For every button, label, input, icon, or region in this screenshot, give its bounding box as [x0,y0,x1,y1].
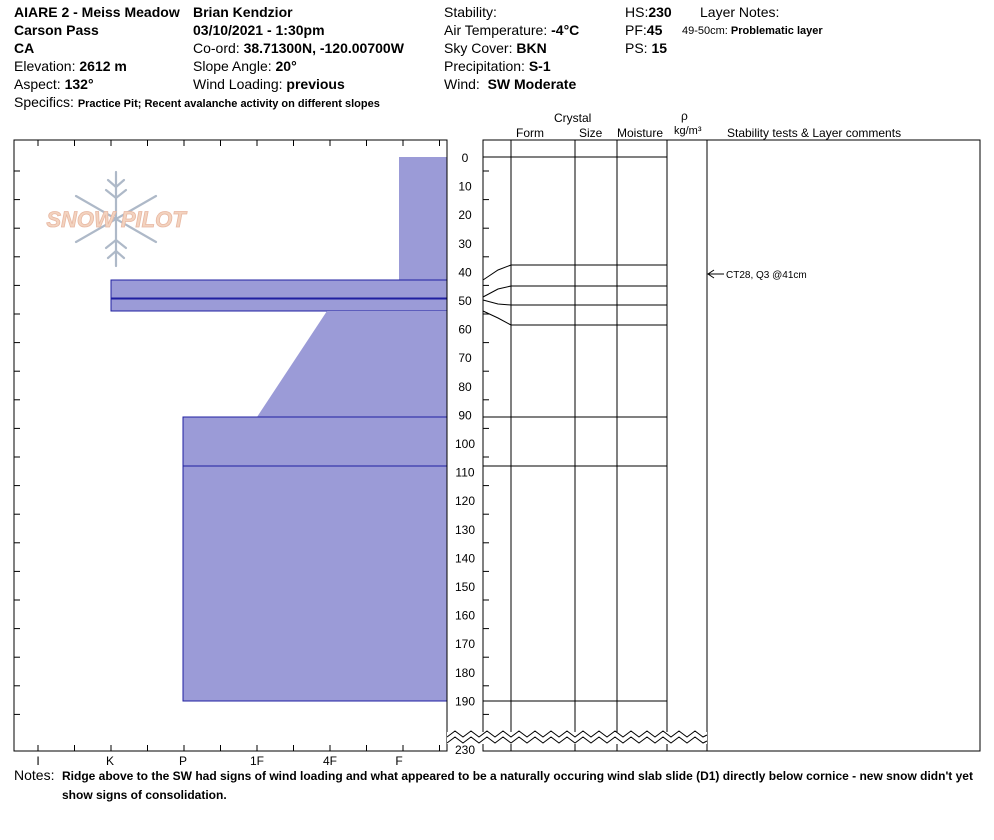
hardness-tick-label: P [178,754,188,768]
size-header: Size [579,126,603,140]
depth-tick-label: 40 [458,265,472,280]
ps-label: PS: [625,40,648,56]
state-name: CA [14,40,35,56]
hardness-tick-label: I [36,754,40,768]
layer-note-text: Problematic layer [730,25,823,37]
observation-datetime: 03/10/2021 - 1:30pm [193,22,325,38]
wind-loading-value: previous [286,76,345,92]
slope-label: Slope Angle: [193,58,272,74]
wind-label: Wind: [444,76,480,92]
precip-value: S-1 [528,58,551,74]
depth-tick-label: 130 [454,522,476,537]
coord-value: 38.71300N, -120.00700W [243,40,404,56]
depth-tick-label: 10 [458,179,472,194]
coord-label: Co-ord: [193,40,240,56]
location-name: Carson Pass [14,22,99,38]
air-temp-value: -4°C [551,22,580,38]
depth-tick-label: 160 [454,608,476,623]
ps-value: 15 [651,40,668,56]
depth-tick-label: 60 [458,322,472,337]
depth-tick-label: 150 [454,580,476,594]
density-unit-header: kg/m³ [674,125,702,137]
depth-bottom-label: 230 [454,743,476,757]
snowpilot-logo [46,172,187,266]
depth-tick-label: 140 [454,551,476,566]
depth-tick-label: 0 [461,151,469,165]
depth-tick-label: 100 [454,437,476,451]
hardness-layer-lower [183,417,447,701]
layer-connector [483,300,511,305]
notes-label: Notes: [14,767,55,783]
depth-tick-label: 120 [454,494,476,509]
profile-title: AIARE 2 - Meiss Meadow [14,4,180,20]
depth-tick-label: 190 [454,694,476,709]
elevation-value: 2612 m [79,58,127,74]
depth-break-zigzag [447,731,707,744]
sky-value: BKN [516,40,547,56]
layer-connector [483,265,511,280]
air-temp-label: Air Temperature: [444,22,548,38]
hardness-layer-thin [111,299,447,311]
logo-text: SNOW PILOT [46,207,186,232]
hs-label: HS: [625,4,649,20]
depth-tick-label: 170 [454,637,476,652]
layer-connector [483,286,511,297]
depth-tick-label: 50 [458,294,472,308]
depth-tick-label: 180 [454,665,476,680]
form-header: Form [516,126,544,140]
hardness-layer-upper-crust [111,280,447,298]
layer-note-range: 49-50cm: [682,25,728,37]
slope-value: 20° [275,58,297,74]
stability-label: Stability: [444,4,497,20]
depth-tick-label: 20 [458,208,472,223]
pf-value: 45 [646,22,663,38]
pf-label: PF: [625,22,647,38]
depth-tick-label: 80 [458,379,472,394]
specifics-label: Specifics: [14,94,74,110]
hardness-tick-label: K [105,754,115,768]
aspect-label: Aspect: [14,76,61,92]
moisture-header: Moisture [617,126,664,140]
depth-tick-label: 70 [458,351,472,366]
hardness-layer-transition [257,311,447,417]
hardness-tick-label: F [395,754,403,768]
sky-label: Sky Cover: [444,40,513,56]
layer-column-frame [483,140,980,751]
elevation-label: Elevation: [14,58,76,74]
depth-tick-label: 110 [455,465,475,480]
specifics-value: Practice Pit; Recent avalanche activity on different slopes [77,98,380,110]
stability-comments-header: Stability tests & Layer comments [727,126,902,140]
layer-notes-label: Layer Notes: [700,4,780,20]
hardness-tick-label: 1F [249,754,265,768]
precip-label: Precipitation: [444,58,525,74]
depth-tick-label: 30 [458,236,472,251]
hs-value: 230 [648,4,672,20]
wind-loading-label: Wind Loading: [193,76,283,92]
hardness-profile [111,157,447,701]
notes-text: Ridge above to the SW had signs of wind loading and what appeared to be a naturally occuring wind slab slide (D1) directly below cornice - new snow didn't yet show signs of consolidation. [62,769,973,802]
hardness-layer-surface [399,157,447,280]
layer-connector [483,311,511,325]
aspect-value: 132° [64,76,94,92]
crystal-header: Crystal [554,111,592,125]
wind-value: SW Moderate [487,76,577,92]
stability-test-marker [708,270,807,281]
observer-name: Brian Kendzior [193,4,293,20]
depth-tick-label: 90 [458,408,472,423]
hardness-tick-label: 4F [322,754,338,768]
stability-test-label: CT28, Q3 @41cm [726,270,807,281]
rho-header: ρ [681,109,688,123]
